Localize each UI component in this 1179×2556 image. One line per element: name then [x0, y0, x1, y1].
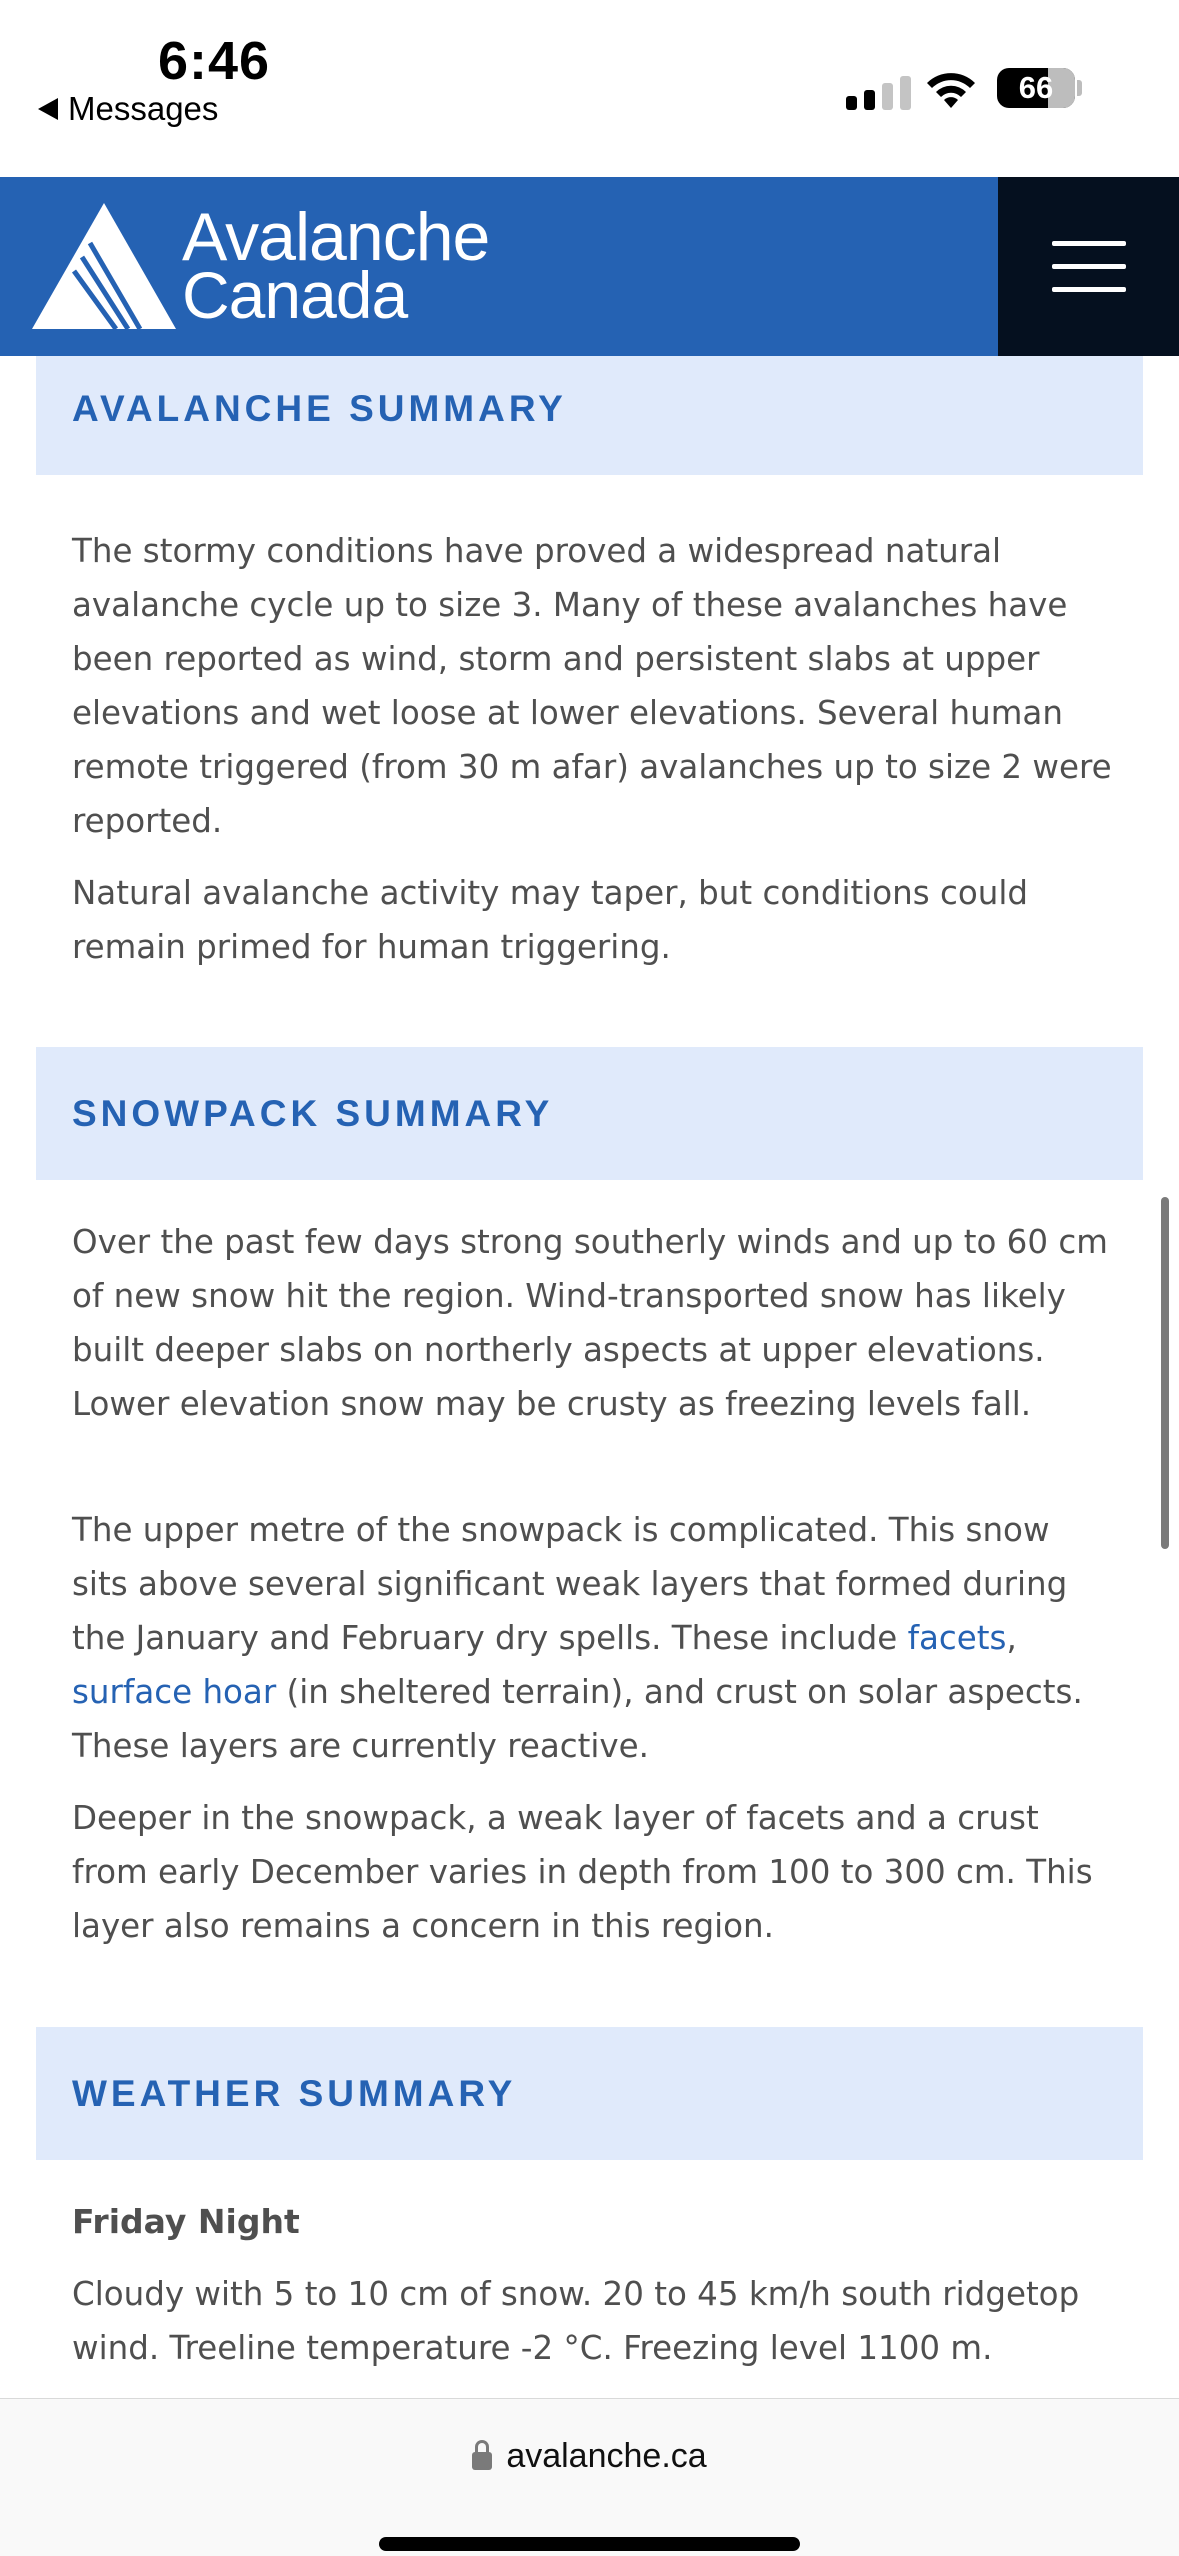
scroll-indicator[interactable]	[1161, 1197, 1169, 1549]
facets-link[interactable]: facets	[907, 1619, 1007, 1657]
avalanche-summary-paragraph: The stormy conditions have proved a widespread natural avalanche cycle up to size 3. Many of these avalanches have been reported as wind, storm and persistent slabs at upper elevations and wet loose at lower elevations. Several human remote triggered (from 30 m afar) avalanches up to size 2 were reported.	[72, 532, 1112, 840]
avalanche-summary-paragraph: Natural avalanche activity may taper, but conditions could remain primed for human triggering.	[72, 874, 1029, 966]
avalanche-summary-header	[36, 356, 1143, 475]
cellular-signal-icon	[846, 76, 911, 110]
back-arrow-icon	[38, 98, 58, 120]
logo-line-2: Canada	[182, 258, 408, 332]
battery-tip-icon	[1077, 80, 1082, 96]
forecast-content[interactable]	[0, 356, 1179, 2398]
weather-summary-paragraph: Cloudy with 5 to 10 cm of snow. 20 to 45 km/h south ridgetop wind. Treeline temperature -2 °C. Freezing level 1100 m.	[72, 2275, 1080, 2367]
surface-hoar-link[interactable]: surface hoar	[72, 1673, 277, 1711]
section-title: SNOWPACK SUMMARY	[72, 1093, 554, 1134]
hamburger-menu-button[interactable]	[998, 177, 1179, 356]
mountain-logo-icon	[30, 201, 178, 331]
status-time: 6:46	[158, 31, 271, 91]
battery-icon	[997, 68, 1075, 108]
avalanche-canada-logo[interactable]	[30, 201, 489, 331]
snowpack-summary-header	[36, 1047, 1143, 1180]
section-title: WEATHER SUMMARY	[72, 2073, 517, 2114]
wifi-icon	[922, 68, 980, 112]
battery-percent: 66	[1018, 70, 1054, 105]
status-bar	[0, 0, 1179, 177]
snowpack-summary-paragraph: The upper metre of the snowpack is complicated. This snow sits above several significant weak layers that formed during the January and February dry spells. These include facets, surface hoar (in sheltered terrain), and crust on solar aspects. These layers are currently reactive.	[72, 1511, 1083, 1765]
weather-summary-header	[36, 2027, 1143, 2160]
logo-wordmark	[182, 199, 490, 332]
url-display[interactable]	[0, 2437, 1179, 2476]
logo-line-1: Avalanche	[182, 199, 490, 275]
site-header	[0, 177, 1179, 356]
lock-icon	[472, 2452, 492, 2470]
snowpack-summary-paragraph: Deeper in the snowpack, a weak layer of facets and a crust from early December varies in depth from 100 to 300 cm. This layer also remains a concern in this region.	[72, 1799, 1093, 1945]
home-indicator[interactable]	[379, 2537, 800, 2551]
section-title: AVALANCHE SUMMARY	[72, 388, 567, 429]
url-text: avalanche.ca	[506, 2437, 707, 2475]
menu-bar-icon	[1052, 264, 1126, 269]
menu-bar-icon	[1052, 287, 1126, 292]
weather-period-heading: Friday Night	[72, 2202, 300, 2241]
snowpack-summary-paragraph: Over the past few days strong southerly winds and up to 60 cm of new snow hit the region. Wind-transported snow has likely built deeper slabs on northerly aspects at upper elevations. Lower elevation snow may be crusty as freezing levels fall.	[72, 1223, 1108, 1423]
menu-bar-icon	[1052, 241, 1126, 246]
back-to-messages-button[interactable]	[38, 90, 218, 128]
browser-address-bar[interactable]	[0, 2398, 1179, 2556]
back-label: Messages	[68, 90, 219, 127]
